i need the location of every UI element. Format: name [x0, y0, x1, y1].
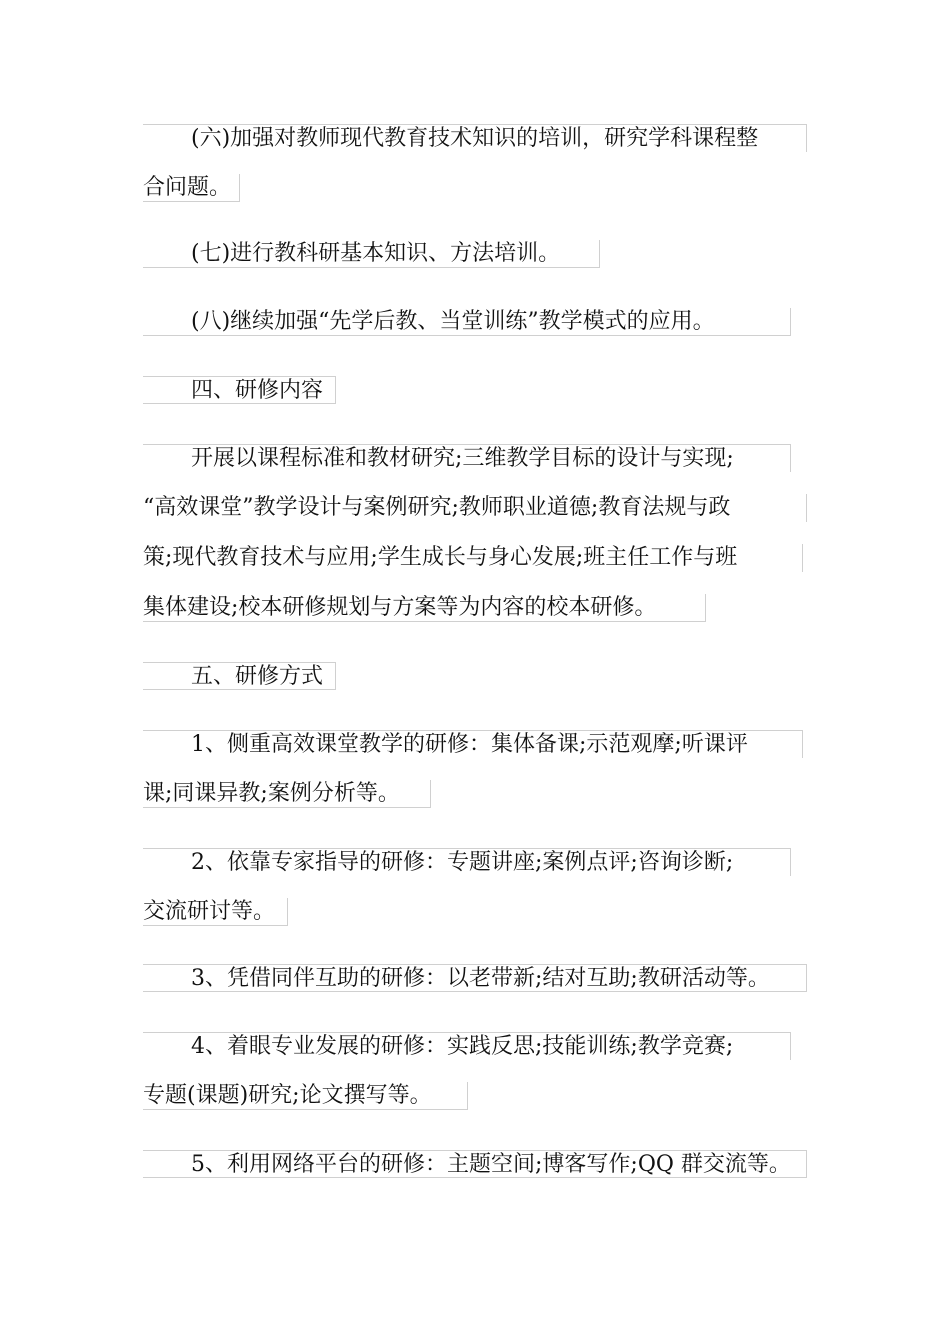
- method-1-line-1: 1、侧重高效课堂教学的研修：集体备课;示范观摩;听课评: [143, 730, 803, 758]
- content-line-3: 策;现代教育技术与应用;学生成长与身心发展;班主任工作与班: [143, 544, 803, 572]
- method-2-line-2: 交流研讨等。: [143, 898, 288, 926]
- content-line-2: “高效课堂”教学设计与案例研究;教师职业道德;教育法规与政: [143, 494, 807, 522]
- content-line-1: 开展以课程标准和教材研究;三维教学目标的设计与实现;: [143, 444, 791, 472]
- paragraph-6-line-1: (六)加强对教师现代教育技术知识的培训，研究学科课程整: [143, 124, 807, 152]
- method-4-line-1: 4、着眼专业发展的研修：实践反思;技能训练;教学竞赛;: [143, 1032, 791, 1060]
- method-4-line-2: 专题(课题)研究;论文撰写等。: [143, 1082, 468, 1110]
- paragraph-7: (七)进行教科研基本知识、方法培训。: [143, 240, 600, 268]
- section-4-title: 四、研修内容: [143, 376, 336, 404]
- paragraph-8: (八)继续加强“先学后教、当堂训练”教学模式的应用。: [143, 308, 791, 336]
- method-5: 5、利用网络平台的研修：主题空间;博客写作;QQ 群交流等。: [143, 1150, 807, 1178]
- section-5-title: 五、研修方式: [143, 662, 336, 690]
- method-2-line-1: 2、依靠专家指导的研修：专题讲座;案例点评;咨询诊断;: [143, 848, 791, 876]
- method-3: 3、凭借同伴互助的研修：以老带新;结对互助;教研活动等。: [143, 964, 807, 992]
- paragraph-6-line-2: 合问题。: [143, 174, 240, 202]
- method-1-line-2: 课;同课异教;案例分析等。: [143, 780, 431, 808]
- content-line-4: 集体建设;校本研修规划与方案等为内容的校本研修。: [143, 594, 706, 622]
